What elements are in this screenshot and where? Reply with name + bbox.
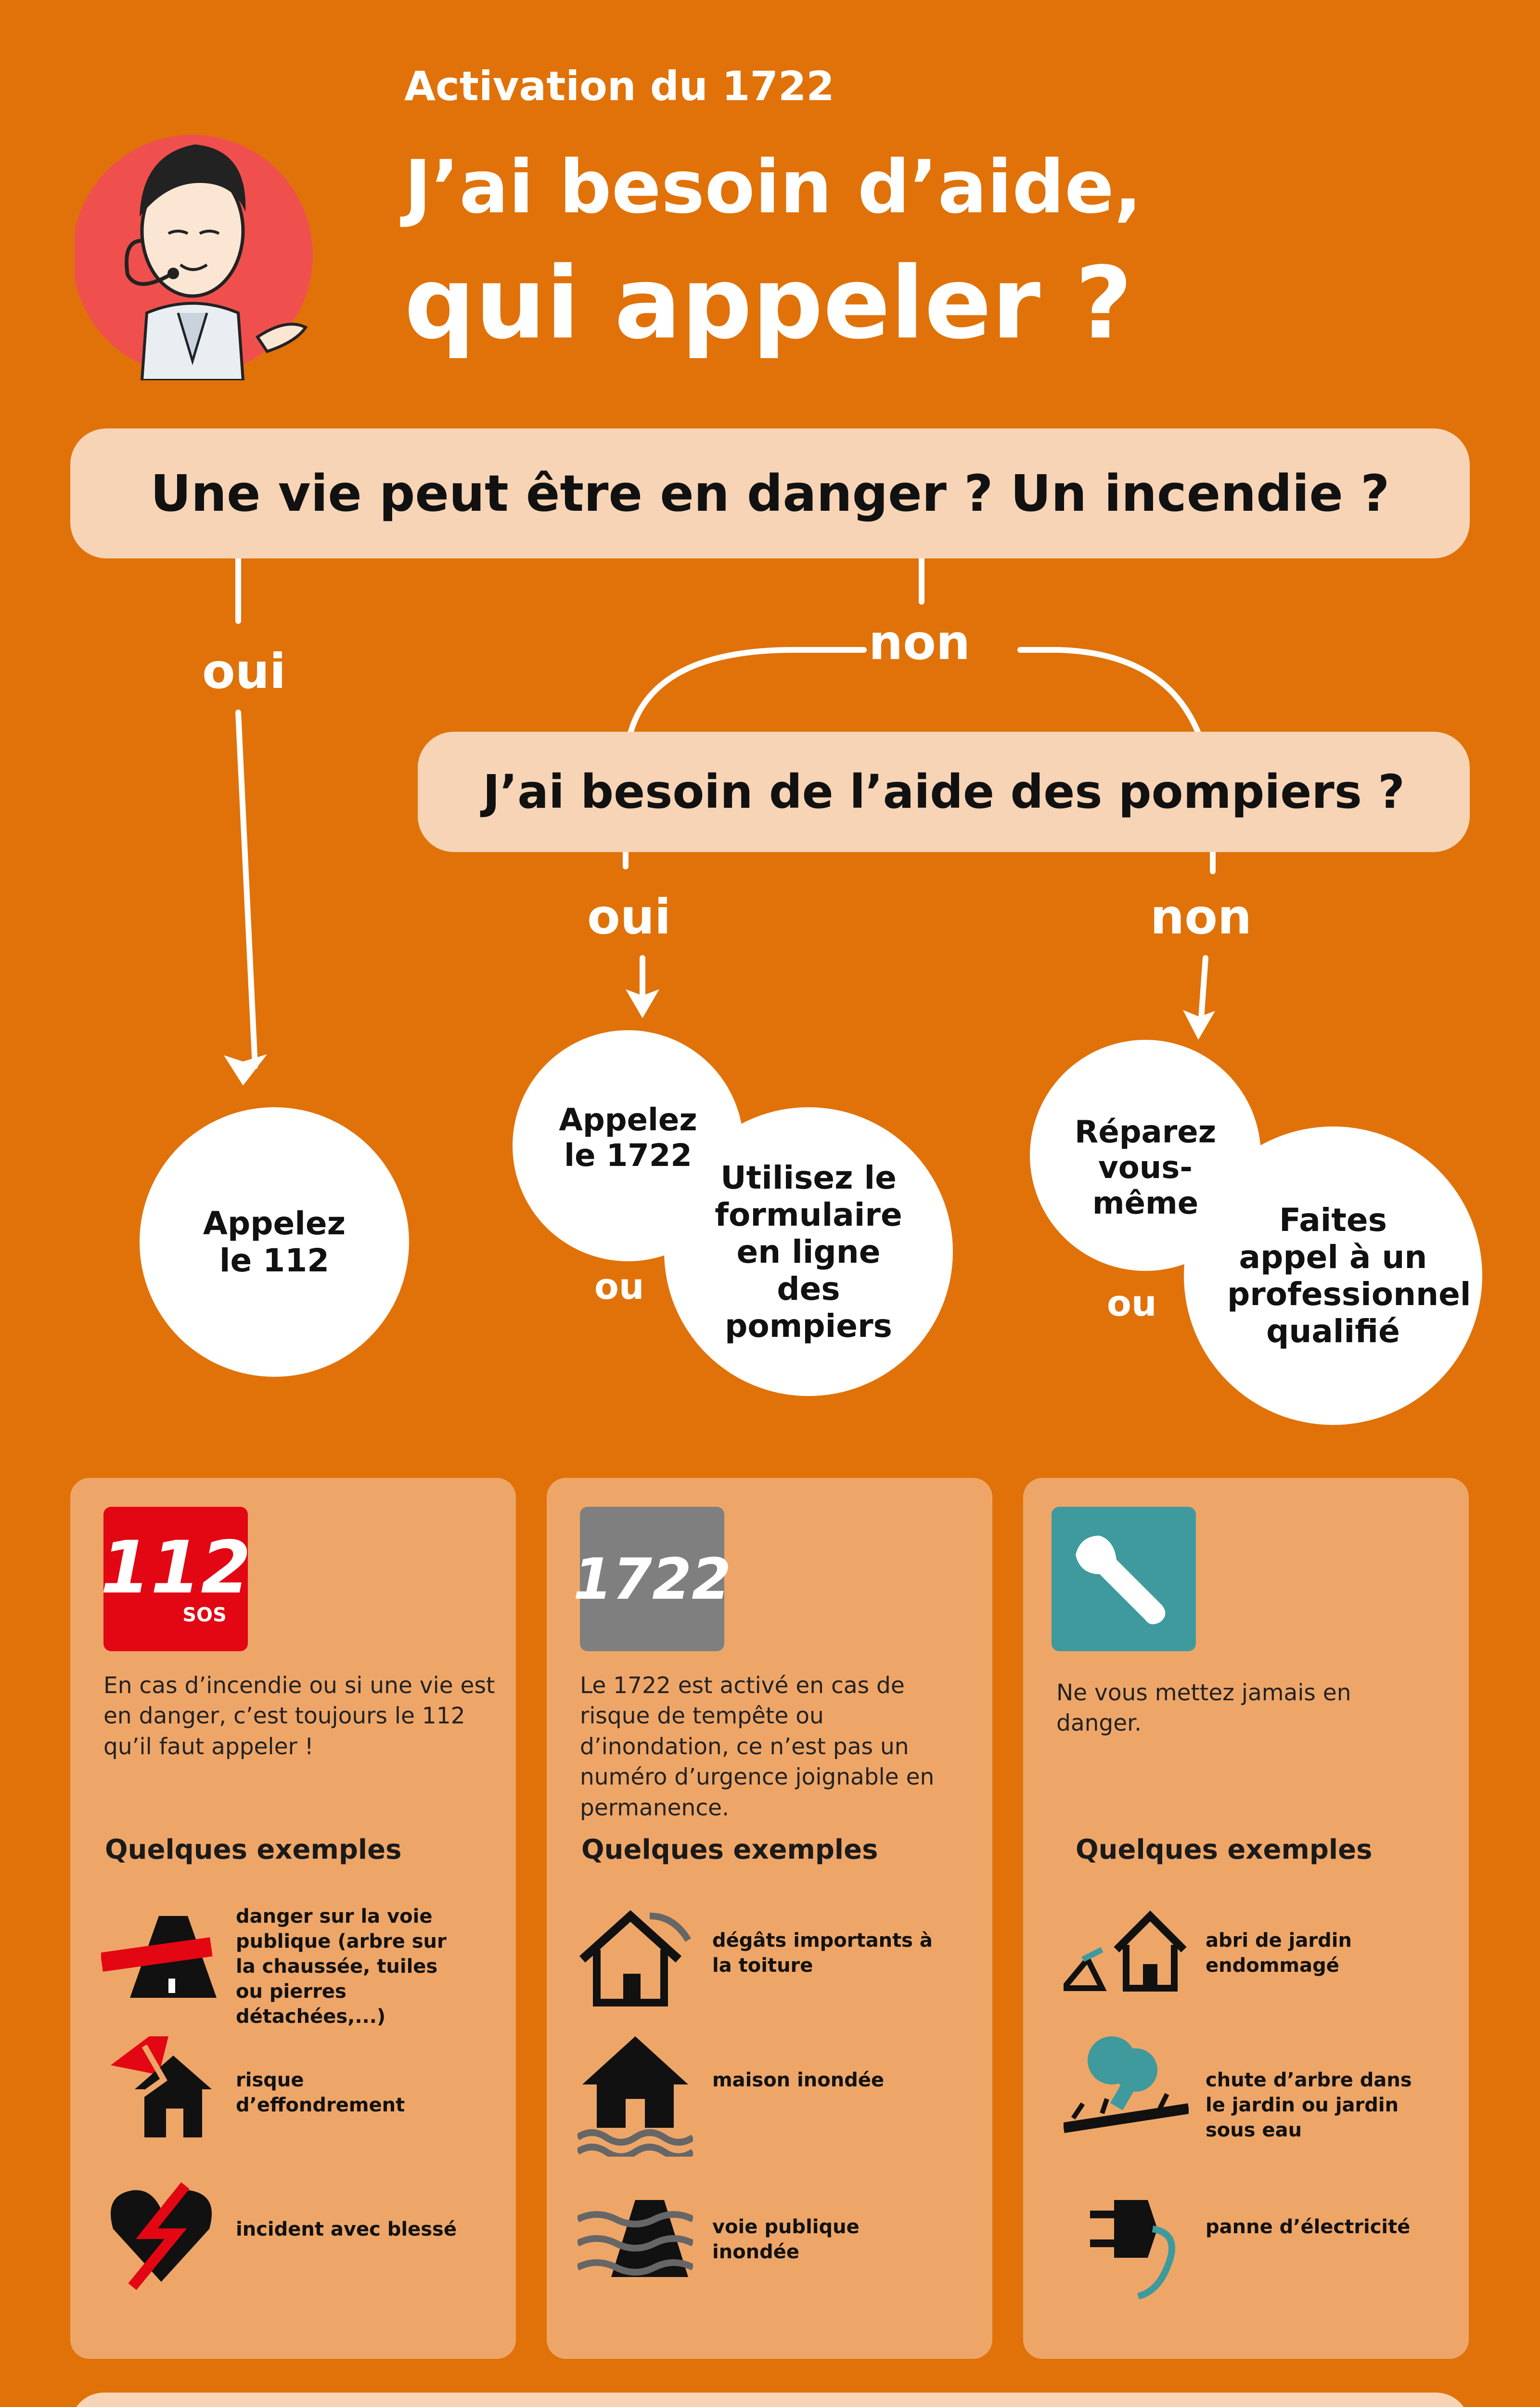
panel-self-help-examples-title: Quelques exemples [1076,1834,1373,1865]
panel-112-examples-title: Quelques exemples [105,1834,402,1865]
panel-1722-example-3: voie publique inondée [712,2216,860,2263]
label-no-1: non [869,614,971,671]
question-life-danger: Une vie peut être en danger ? Un incendie ? [70,428,1470,558]
garden-shed-icon [1064,1906,1189,1993]
label-yes-1: oui [202,643,286,699]
question-need-firefighters: J’ai besoin de l’aide des pompiers ? [418,732,1470,852]
damaged-roof-icon [578,1906,693,2012]
logo-1722: 1722 [580,1507,724,1651]
panel-1722-examples-title: Quelques exemples [581,1834,878,1865]
panel-self-help-example-2: chute d’arbre dans le jardin ou jardin sous eau [1206,2069,1412,2141]
label-no-2: non [1150,889,1252,945]
panel-1722-description: Le 1722 est activé en cas de risque de tempête ou d’inondation, ce n’est pas un numéro d’urgence joignable en permanence. [580,1672,935,1821]
injured-heart-icon [103,2176,219,2291]
power-plug-icon [1085,2186,1181,2301]
circle-call-112-text: Appelez le 112 [203,1205,346,1279]
panel-self-help-description: Ne vous mettez jamais en danger. [1056,1680,1351,1737]
header-title-line1: J’ai besoin d’aide, [404,144,1142,230]
header-title-line2: qui appeler ? [404,246,1133,361]
circle-online-form [664,1107,953,1396]
panel-1722-example-2: maison inondée [712,2069,885,2091]
collapsing-house-icon [101,2027,217,2142]
circle-call-professional [1184,1126,1482,1425]
flooded-house-icon [578,2032,693,2157]
insurer-note [70,2393,1470,2407]
panel-112-example-2: risque d’effondrement [236,2069,405,2116]
panel-self-help-example-1: abri de jardin endommagé [1206,1929,1352,1977]
label-yes-2: oui [587,889,671,945]
logo-112: 112 SOS [103,1507,248,1651]
circle-online-form-text: Utilisez le formulaire en ligne des pompiers [715,1159,902,1345]
blocked-road-icon [101,1906,217,2003]
panel-112-example-3: incident avec blessé [236,2218,457,2240]
circle-call-112 [140,1107,409,1377]
circle-repair-yourself-text: Réparez vous-même [1075,1114,1216,1221]
panel-1722-example-1: dégâts importants à la toiture [712,1929,933,1977]
label-or-1: ou [594,1266,644,1307]
panel-self-help-example-3: panne d’électricité [1206,2216,1411,2238]
flooded-road-icon [578,2195,693,2282]
panel-112-example-1: danger sur la voie publique (arbre sur la chaussée, tuiles ou pierres détachées,...) [236,1905,447,2028]
circle-call-professional-text: Faites appel à un professionnel qualifié [1227,1202,1471,1350]
circle-call-1722-text: Appelez le 1722 [559,1102,697,1174]
header-subtitle: Activation du 1722 [404,63,834,110]
label-or-2: ou [1107,1283,1157,1324]
panel-112-description: En cas d’incendie ou si une vie est en danger, c’est toujours le 112 qu’il faut appeler ! [103,1672,495,1760]
wrench-icon [1052,1507,1196,1651]
fallen-tree-icon [1064,2032,1189,2142]
